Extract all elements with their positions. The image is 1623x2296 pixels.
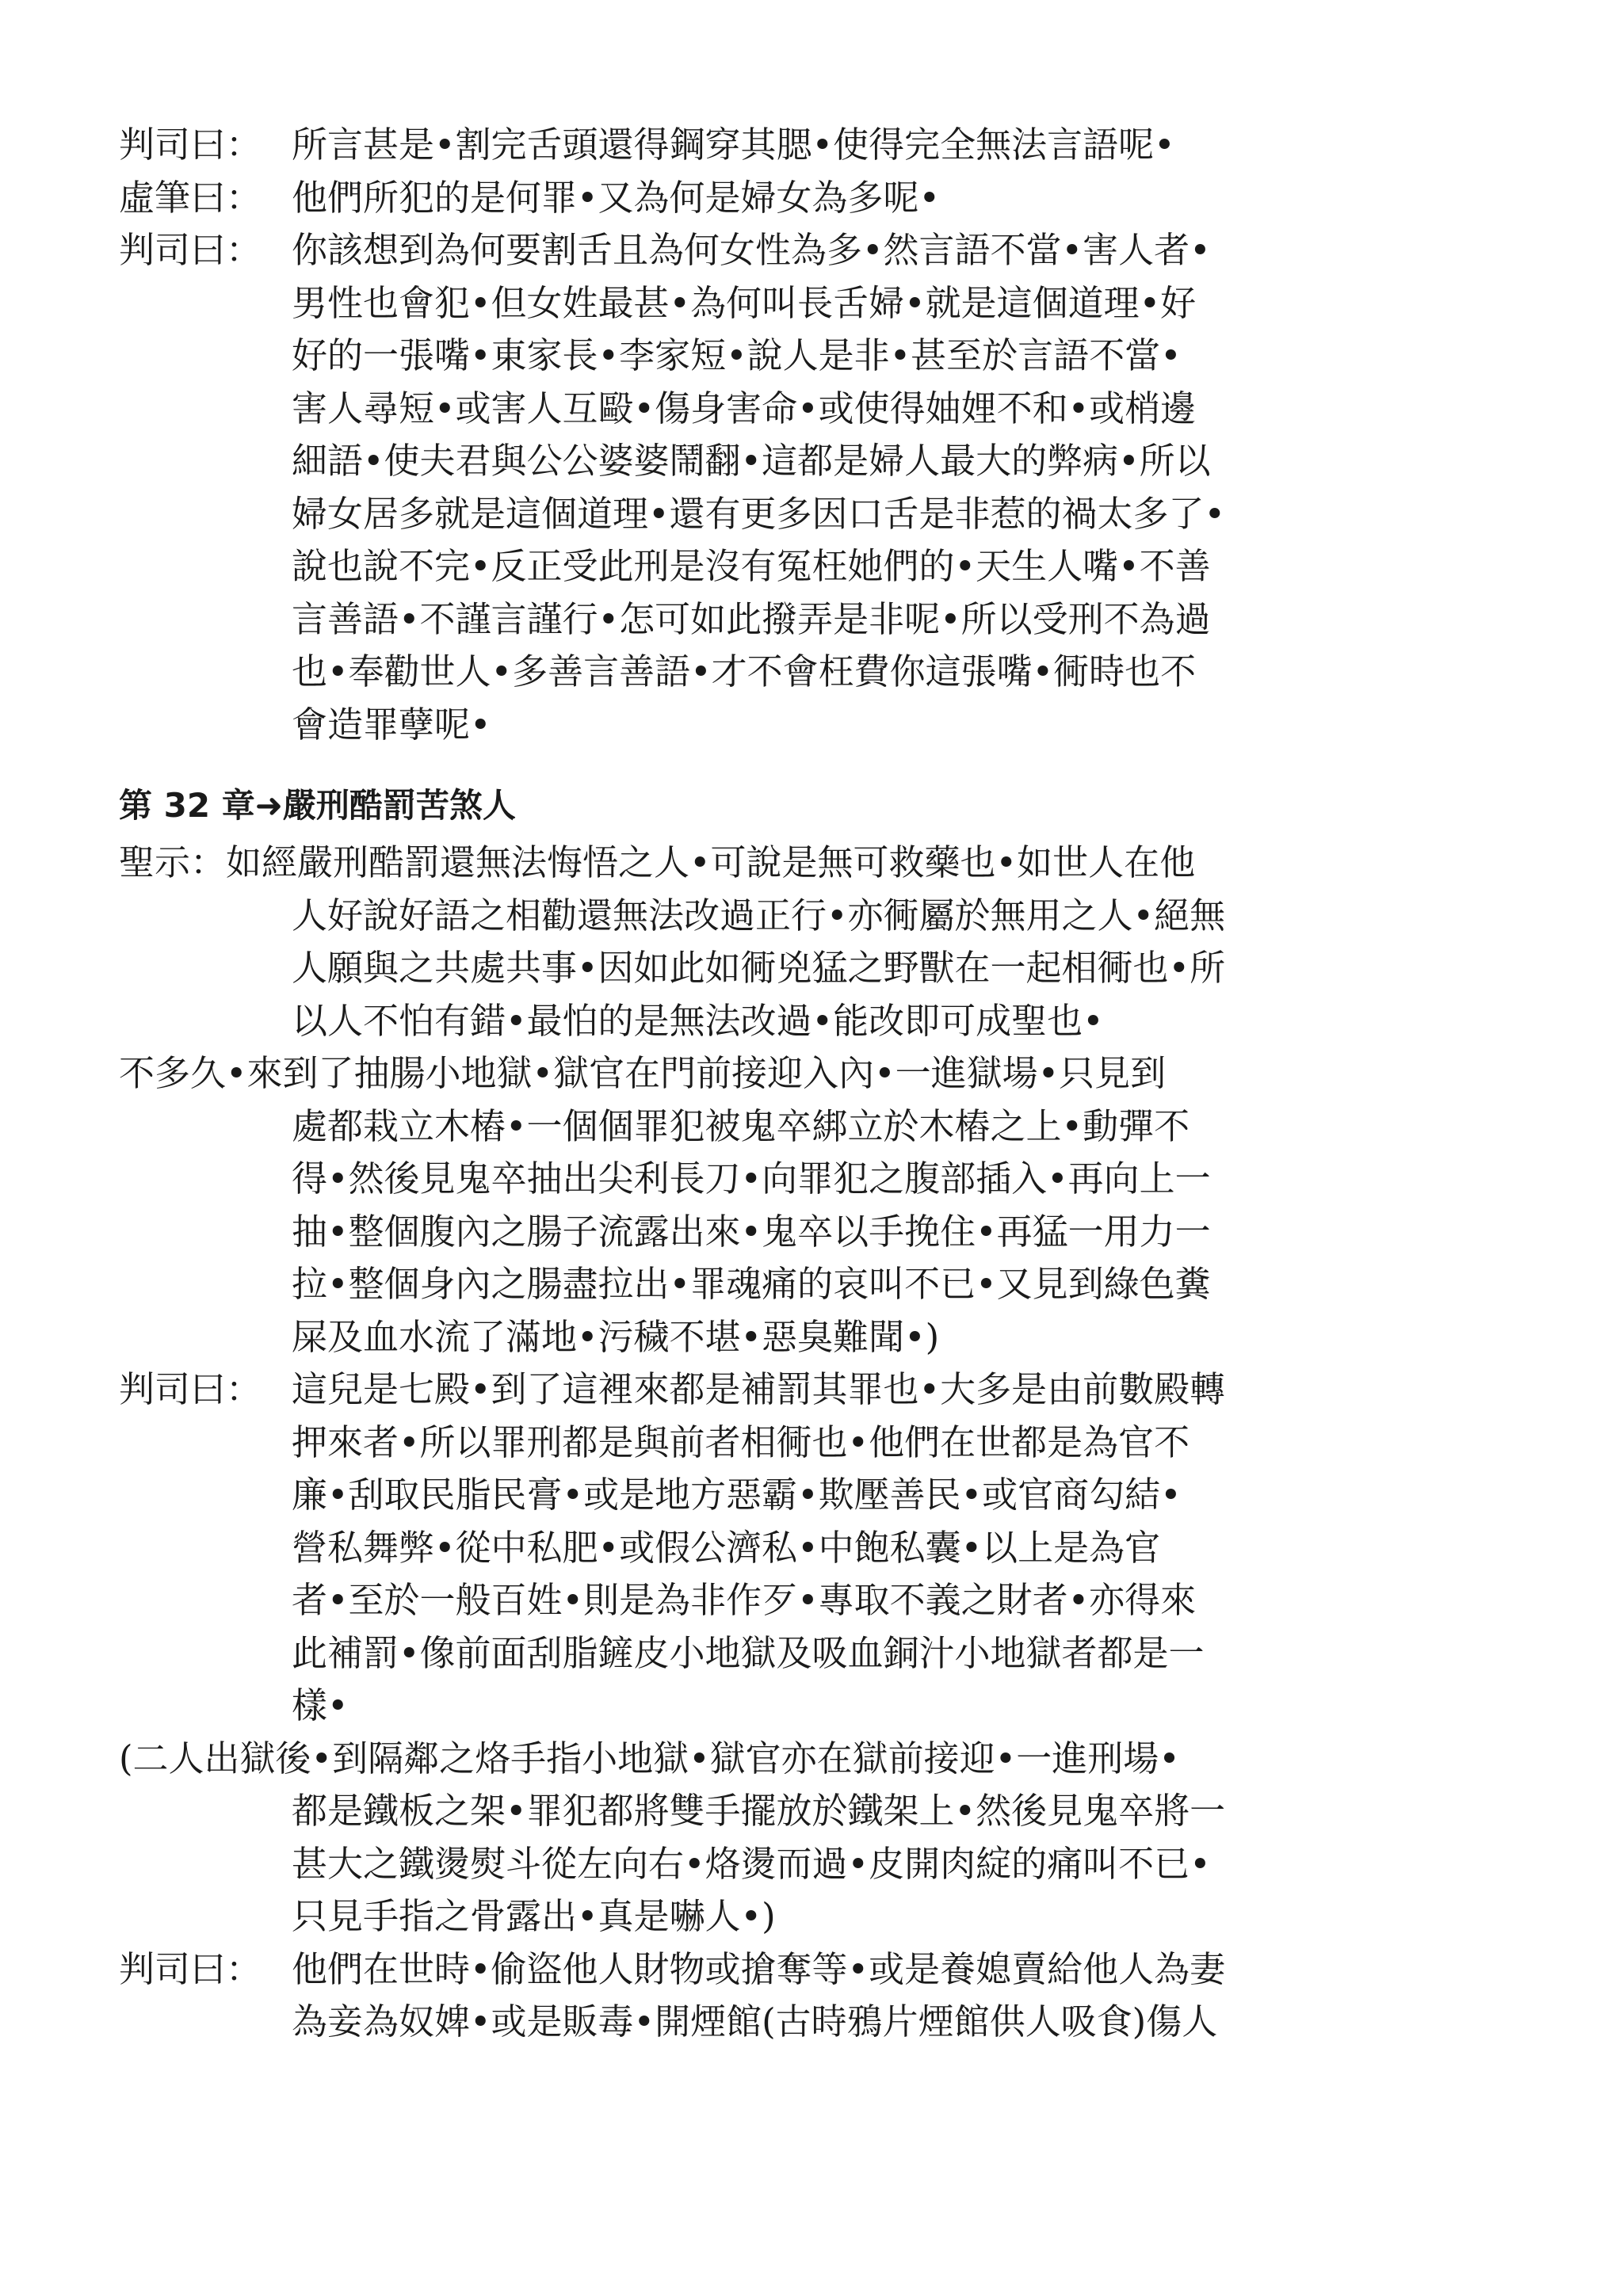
text-line: 得•然後見鬼卒抽出尖利長刀•向罪犯之腹部插入•再向上一: [292, 1158, 1211, 1199]
text-line: 者•至於一般百姓•則是為非作歹•專取不義之財者•亦得來: [292, 1579, 1197, 1621]
text-line: 營私舞弊•從中私肥•或假公濟私•中飽私囊•以上是為官: [292, 1526, 1161, 1569]
speaker-label: [119, 1733, 1496, 1786]
dialogue-entry: [119, 1047, 1496, 1363]
text-line: 拉•整個身內之腸盡拉出•罪魂痛的哀叫不已•又見到綠色糞: [292, 1263, 1211, 1305]
speaker-label-text: 聖示：: [119, 841, 227, 883]
text-line: 好的一張嘴•東家長•李家短•說人是非•甚至於言語不當•: [292, 334, 1182, 376]
text-line: 所言甚是•割完舌頭還得鋼穿其腮•使得完全無法言語呢•: [292, 124, 1175, 166]
text-line: 也•奉勸世人•多善言善語•才不會枉費你這張嘴•衕時也不: [292, 650, 1197, 692]
dialogue-entry: [119, 224, 1496, 751]
text-line: 樣•: [292, 1684, 349, 1726]
entry-text: [292, 890, 1496, 1048]
text-line: 押來者•所以罪刑都是與前者相衕也•他們在世都是為官不: [292, 1421, 1190, 1463]
speaker-label: [119, 837, 1496, 890]
text-line: 以人不怕有錯•最怕的是無法改過•能改即可成聖也•: [292, 999, 1104, 1042]
speaker-label: 判司曰：: [119, 1947, 262, 1990]
text-line: 廉•刮取民脂民膏•或是地方惡霸•欺壓善民•或官商勾結•: [292, 1474, 1182, 1516]
text-line: 如經嚴刑酷罰還無法悔悟之人•可說是無可救藥也•如世人在他: [226, 841, 1196, 883]
text-line: 男性也會犯•但女姓最甚•為何叫長舌婦•就是這個道理•好: [292, 281, 1197, 324]
text-line: 屎及血水流了滿地•污穢不堪•惡臭難聞•): [292, 1315, 940, 1358]
text-line: 來到了抽腸小地獄•獄官在門前接迎入內•一進獄場•只見到: [246, 1052, 1167, 1094]
dialogue-entry: [119, 172, 1496, 225]
speaker-label-text: 不多久•: [119, 1052, 247, 1094]
text-line: 說也說不完•反正受此刑是沒有冤枉她們的•天生人嘴•不善: [292, 545, 1211, 587]
text-line: 抽•整個腹內之腸子流露出來•鬼卒以手挽住•再猛一用力一: [292, 1210, 1211, 1253]
text-line: 處都栽立木樁•一個個罪犯被鬼卒綁立於木樁之上•動彈不: [292, 1104, 1190, 1147]
speaker-label: 判司曰：: [119, 124, 262, 166]
speaker-label: 虛筆曰：: [119, 176, 262, 219]
entry-text: [292, 1943, 1496, 2049]
speaker-label: 判司曰：: [119, 229, 262, 271]
text-line: 害人尋短•或害人互毆•傷身害命•或使得妯娌不和•或梢邊: [292, 387, 1197, 429]
text-line: 到隔鄰之烙手指小地獄•獄官亦在獄前接迎•一進刑場•: [332, 1737, 1180, 1779]
text-line: 言善語•不謹言謹行•怎可如此撥弄是非呢•所以受刑不為過: [292, 597, 1211, 640]
text-line: 只見手指之骨露出•真是嚇人•): [292, 1895, 776, 1937]
entry-text: [292, 119, 1496, 172]
text-line: 都是鐵板之架•罪犯都將雙手擺放於鐵架上•然後見鬼卒將一: [292, 1790, 1226, 1832]
text-line: 婦女居多就是這個道理•還有更多因口舌是非惹的禍太多了•: [292, 492, 1226, 535]
text-line: 為妾為奴婢•或是販毒•開煙館(古時鴉片煙館供人吸食)傷人: [292, 2000, 1218, 2042]
speaker-label: 判司曰：: [119, 1368, 262, 1410]
text-line: 這兒是七殿•到了這裡來都是補罰其罪也•大多是由前數殿轉: [292, 1368, 1226, 1410]
text-line: 他們所犯的是何罪•又為何是婦女為多呢•: [292, 176, 941, 219]
text-line: 會造罪孽呢•: [292, 703, 491, 746]
dialogue-entry: [119, 1733, 1496, 1943]
text-line: 細語•使夫君與公公婆婆鬧翻•這都是婦人最大的弊病•所以: [292, 440, 1211, 482]
dialogue-entry: [119, 119, 1496, 172]
speaker-label-text: (二人出獄後•: [119, 1737, 333, 1779]
text-line: 此補罰•像前面刮脂鏟皮小地獄及吸血銅汁小地獄者都是一: [292, 1631, 1205, 1674]
text-line: 他們在世時•偷盜他人財物或搶奪等•或是養媳賣給他人為妻: [292, 1947, 1226, 1990]
text-line: 人好說好語之相勸還無法改過正行•亦衕屬於無用之人•絕無: [292, 894, 1226, 936]
chapter-heading: 第 32 章➜嚴刑酷罰苦煞人: [119, 786, 516, 825]
entry-text: [292, 1785, 1496, 1943]
entry-text: [292, 1363, 1496, 1733]
dialogue-entry: [119, 1363, 1496, 1733]
dialogue-entry: [119, 1943, 1496, 2049]
entry-text: [292, 1100, 1496, 1364]
speaker-label: [119, 1047, 1496, 1100]
text-line: 甚大之鐵燙熨斗從左向右•烙燙而過•皮開肉綻的痛叫不已•: [292, 1842, 1211, 1885]
entry-text: [292, 172, 1496, 225]
text-line: 人願與之共處共事•因如此如衕兇猛之野獸在一起相衕也•所: [292, 947, 1226, 989]
entry-text: [292, 224, 1496, 751]
text-line: 你該想到為何要割舌且為何女性為多•然言語不當•害人者•: [292, 229, 1211, 271]
dialogue-entry: [119, 837, 1496, 1047]
